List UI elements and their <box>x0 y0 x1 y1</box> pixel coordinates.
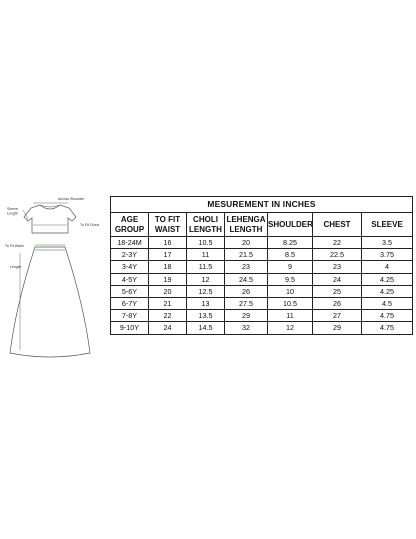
table-cell: 24 <box>313 273 362 285</box>
table-cell: 5-6Y <box>111 285 149 297</box>
table-cell: 12 <box>268 322 313 334</box>
skirt-outline <box>10 247 90 357</box>
table-cell: 25 <box>313 285 362 297</box>
table-row <box>111 261 413 273</box>
table-cell: 22.5 <box>313 249 362 261</box>
sleeve-label-line1: Sleeve <box>7 207 18 211</box>
table-cell: 26 <box>313 297 362 309</box>
table-cell: 3-4Y <box>111 261 149 273</box>
table-cell: 16 <box>149 237 187 249</box>
table-row <box>111 249 413 261</box>
table-row <box>111 322 413 334</box>
age-group-header: AGE GROUP <box>111 213 149 237</box>
table-cell: 9.5 <box>268 273 313 285</box>
table-cell: 4.75 <box>362 322 413 334</box>
table-row <box>111 310 413 322</box>
table-cell: 21 <box>149 297 187 309</box>
table-cell: 29 <box>313 322 362 334</box>
table-cell: 11 <box>187 249 225 261</box>
table-cell: 4.25 <box>362 285 413 297</box>
table-cell: 20 <box>225 237 268 249</box>
table-cell: 13 <box>187 297 225 309</box>
sleeve-label-line2: Length <box>7 211 18 216</box>
table-cell: 23 <box>313 261 362 273</box>
table-cell: 22 <box>149 310 187 322</box>
table-cell: 17 <box>149 249 187 261</box>
waist-label: To Fit Waist <box>5 244 24 248</box>
table-row <box>111 273 413 285</box>
table-cell: 14.5 <box>187 322 225 334</box>
table-cell: 12.5 <box>187 285 225 297</box>
table-cell: 19 <box>149 273 187 285</box>
blouse-outline <box>24 205 76 233</box>
table-cell: 18 <box>149 261 187 273</box>
size-chart-table <box>110 196 413 335</box>
table-cell: 12 <box>187 273 225 285</box>
table-cell: 26 <box>225 285 268 297</box>
table-cell: 11.5 <box>187 261 225 273</box>
chest-header: CHEST <box>313 213 362 237</box>
table-body <box>111 237 413 335</box>
chest-label: To Fit Chest <box>80 223 100 227</box>
table-cell: 8.5 <box>268 249 313 261</box>
table-title: MESUREMENT IN INCHES <box>111 197 413 213</box>
table-cell: 4-5Y <box>111 273 149 285</box>
table-cell: 2-3Y <box>111 249 149 261</box>
choli-length-header: CHOLI LENGTH <box>187 213 225 237</box>
table-cell: 24 <box>149 322 187 334</box>
table-cell: 3.75 <box>362 249 413 261</box>
table-cell: 8.25 <box>268 237 313 249</box>
table-cell: 7-8Y <box>111 310 149 322</box>
table-row <box>111 285 413 297</box>
table-cell: 27.5 <box>225 297 268 309</box>
measurement-diagram <box>2 195 107 365</box>
table-cell: 4 <box>362 261 413 273</box>
table-cell: 10.5 <box>268 297 313 309</box>
table-cell: 11 <box>268 310 313 322</box>
across-shoulder-label: Across Shoulder <box>58 197 85 201</box>
table-cell: 21.5 <box>225 249 268 261</box>
to-fit-waist-header: TO FIT WAIST <box>149 213 187 237</box>
table-cell: 22 <box>313 237 362 249</box>
table-cell: 9 <box>268 261 313 273</box>
table-cell: 4.25 <box>362 273 413 285</box>
table-cell: 27 <box>313 310 362 322</box>
header-row <box>111 213 413 237</box>
table-cell: 13.5 <box>187 310 225 322</box>
table-cell: 6-7Y <box>111 297 149 309</box>
table-cell: 24.5 <box>225 273 268 285</box>
table-cell: 32 <box>225 322 268 334</box>
table-cell: 18-24M <box>111 237 149 249</box>
table-cell: 9-10Y <box>111 322 149 334</box>
table-cell: 4.75 <box>362 310 413 322</box>
table-cell: 4.5 <box>362 297 413 309</box>
length-label: Length <box>10 265 21 269</box>
sleeve-header: SLEEVE <box>362 213 413 237</box>
table-cell: 10.5 <box>187 237 225 249</box>
table-row <box>111 297 413 309</box>
table-cell: 29 <box>225 310 268 322</box>
table-cell: 23 <box>225 261 268 273</box>
lehenga-length-header: LEHENGA LENGTH <box>225 213 268 237</box>
table-row <box>111 237 413 249</box>
table-cell: 3.5 <box>362 237 413 249</box>
table-cell: 20 <box>149 285 187 297</box>
shoulder-header: SHOULDER <box>268 213 313 237</box>
table-cell: 10 <box>268 285 313 297</box>
